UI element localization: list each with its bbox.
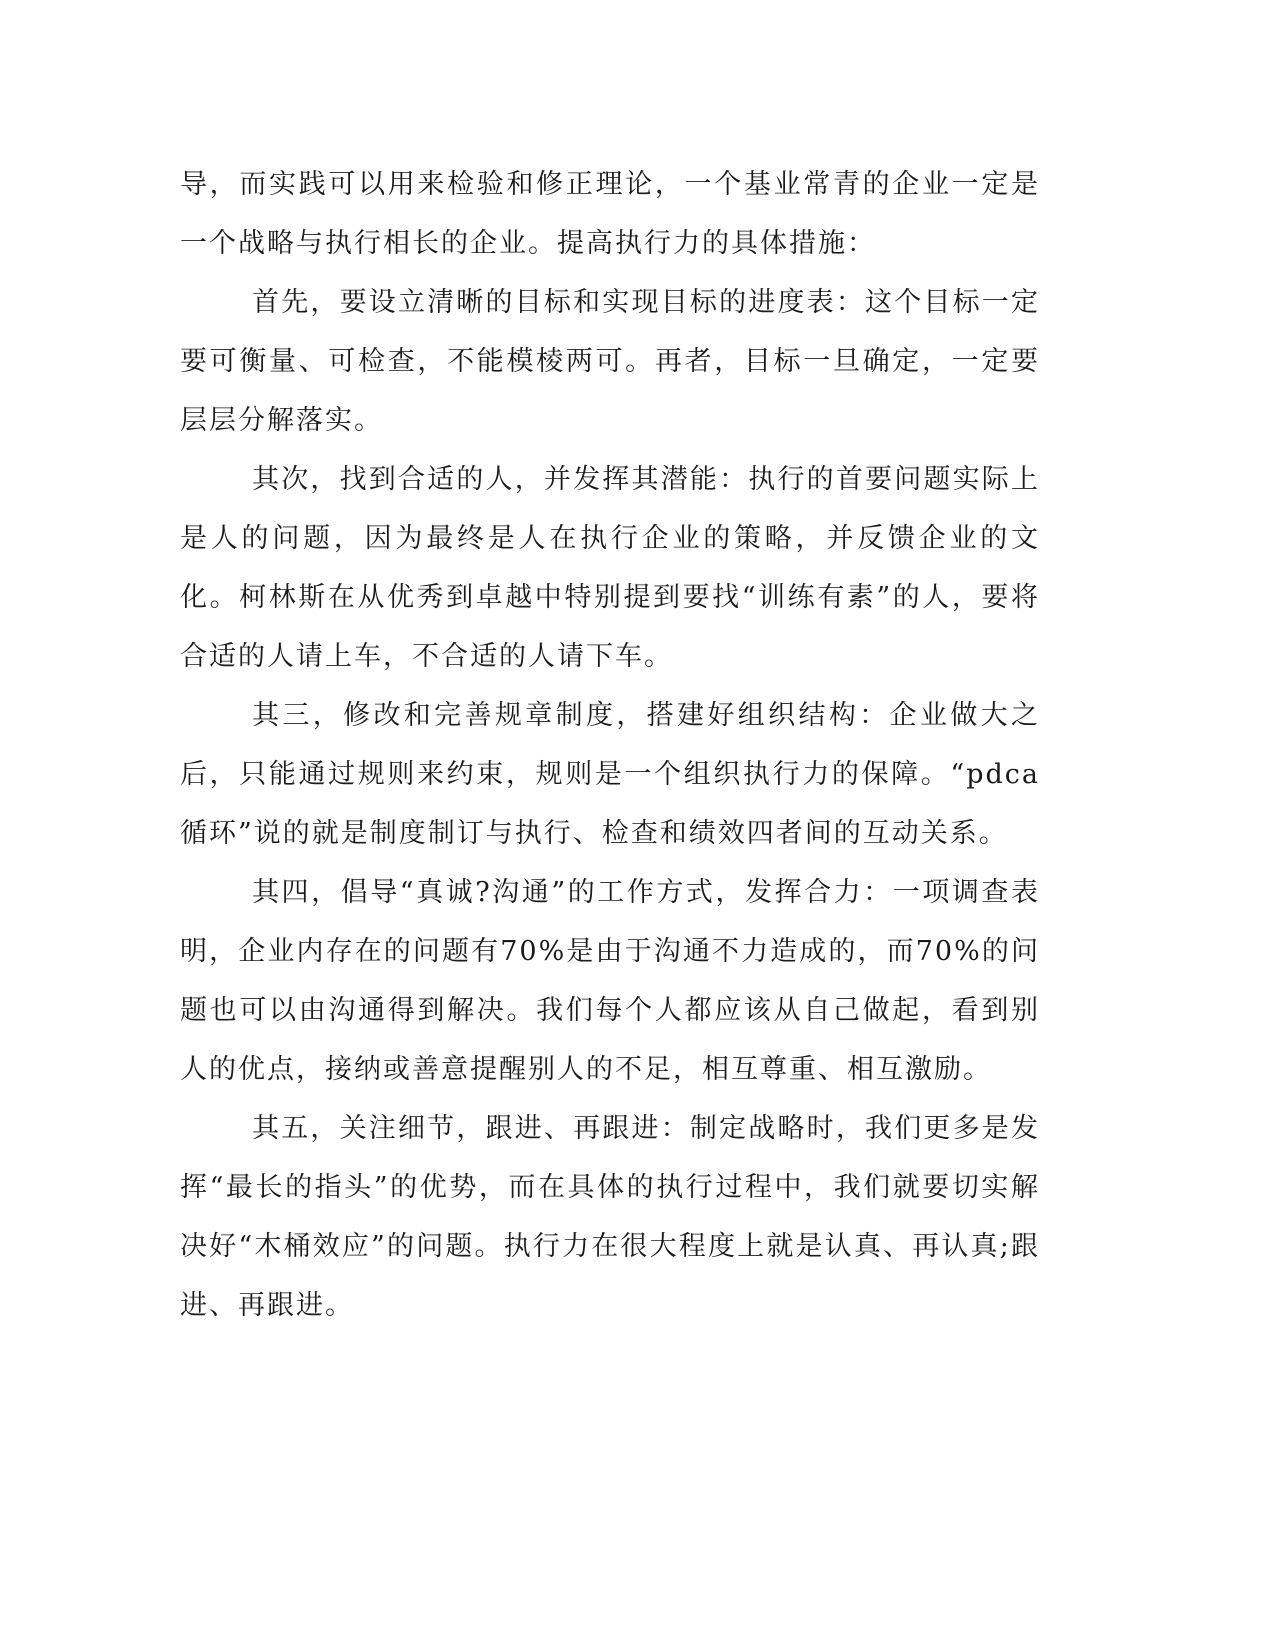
document-body <box>180 155 1040 1335</box>
paragraph-third-measure: 其三，修改和完善规章制度，搭建好组织结构：企业做大之后，只能通过规则来约束，规则是一个组织执行力的保障。“pdca循环”说的就是制度制订与执行、检查和绩效四者间的互动关系。 <box>180 700 1040 849</box>
paragraph-fourth-measure: 其四，倡导“真诚?沟通”的工作方式，发挥合力：一项调查表明，企业内存在的问题有70%是由于沟通不力造成的，而70%的问题也可以由沟通得到解决。我们每个人都应该从自己做起，看到别人的优点，接纳或善意提醒别人的不足，相互尊重、相互激励。 <box>180 877 1040 1085</box>
paragraph-first-measure: 首先，要设立清晰的目标和实现目标的进度表：这个目标一定要可衡量、可检查，不能模棱两可。再者，目标一旦确定，一定要层层分解落实。 <box>180 287 1040 436</box>
paragraph-continuation: 导，而实践可以用来检验和修正理论，一个基业常青的企业一定是一个战略与执行相长的企业。提高执行力的具体措施： <box>180 169 1040 259</box>
paragraph-fifth-measure: 其五，关注细节，跟进、再跟进：制定战略时，我们更多是发挥“最长的指头”的优势，而在具体的执行过程中，我们就要切实解决好“木桶效应”的问题。执行力在很大程度上就是认真、再认真;跟进、再跟进。 <box>180 1113 1040 1321</box>
paragraph-second-measure: 其次，找到合适的人，并发挥其潜能：执行的首要问题实际上是人的问题，因为最终是人在执行企业的策略，并反馈企业的文化。柯林斯在从优秀到卓越中特别提到要找“训练有素”的人，要将合适的人请上车，不合适的人请下车。 <box>180 464 1040 672</box>
